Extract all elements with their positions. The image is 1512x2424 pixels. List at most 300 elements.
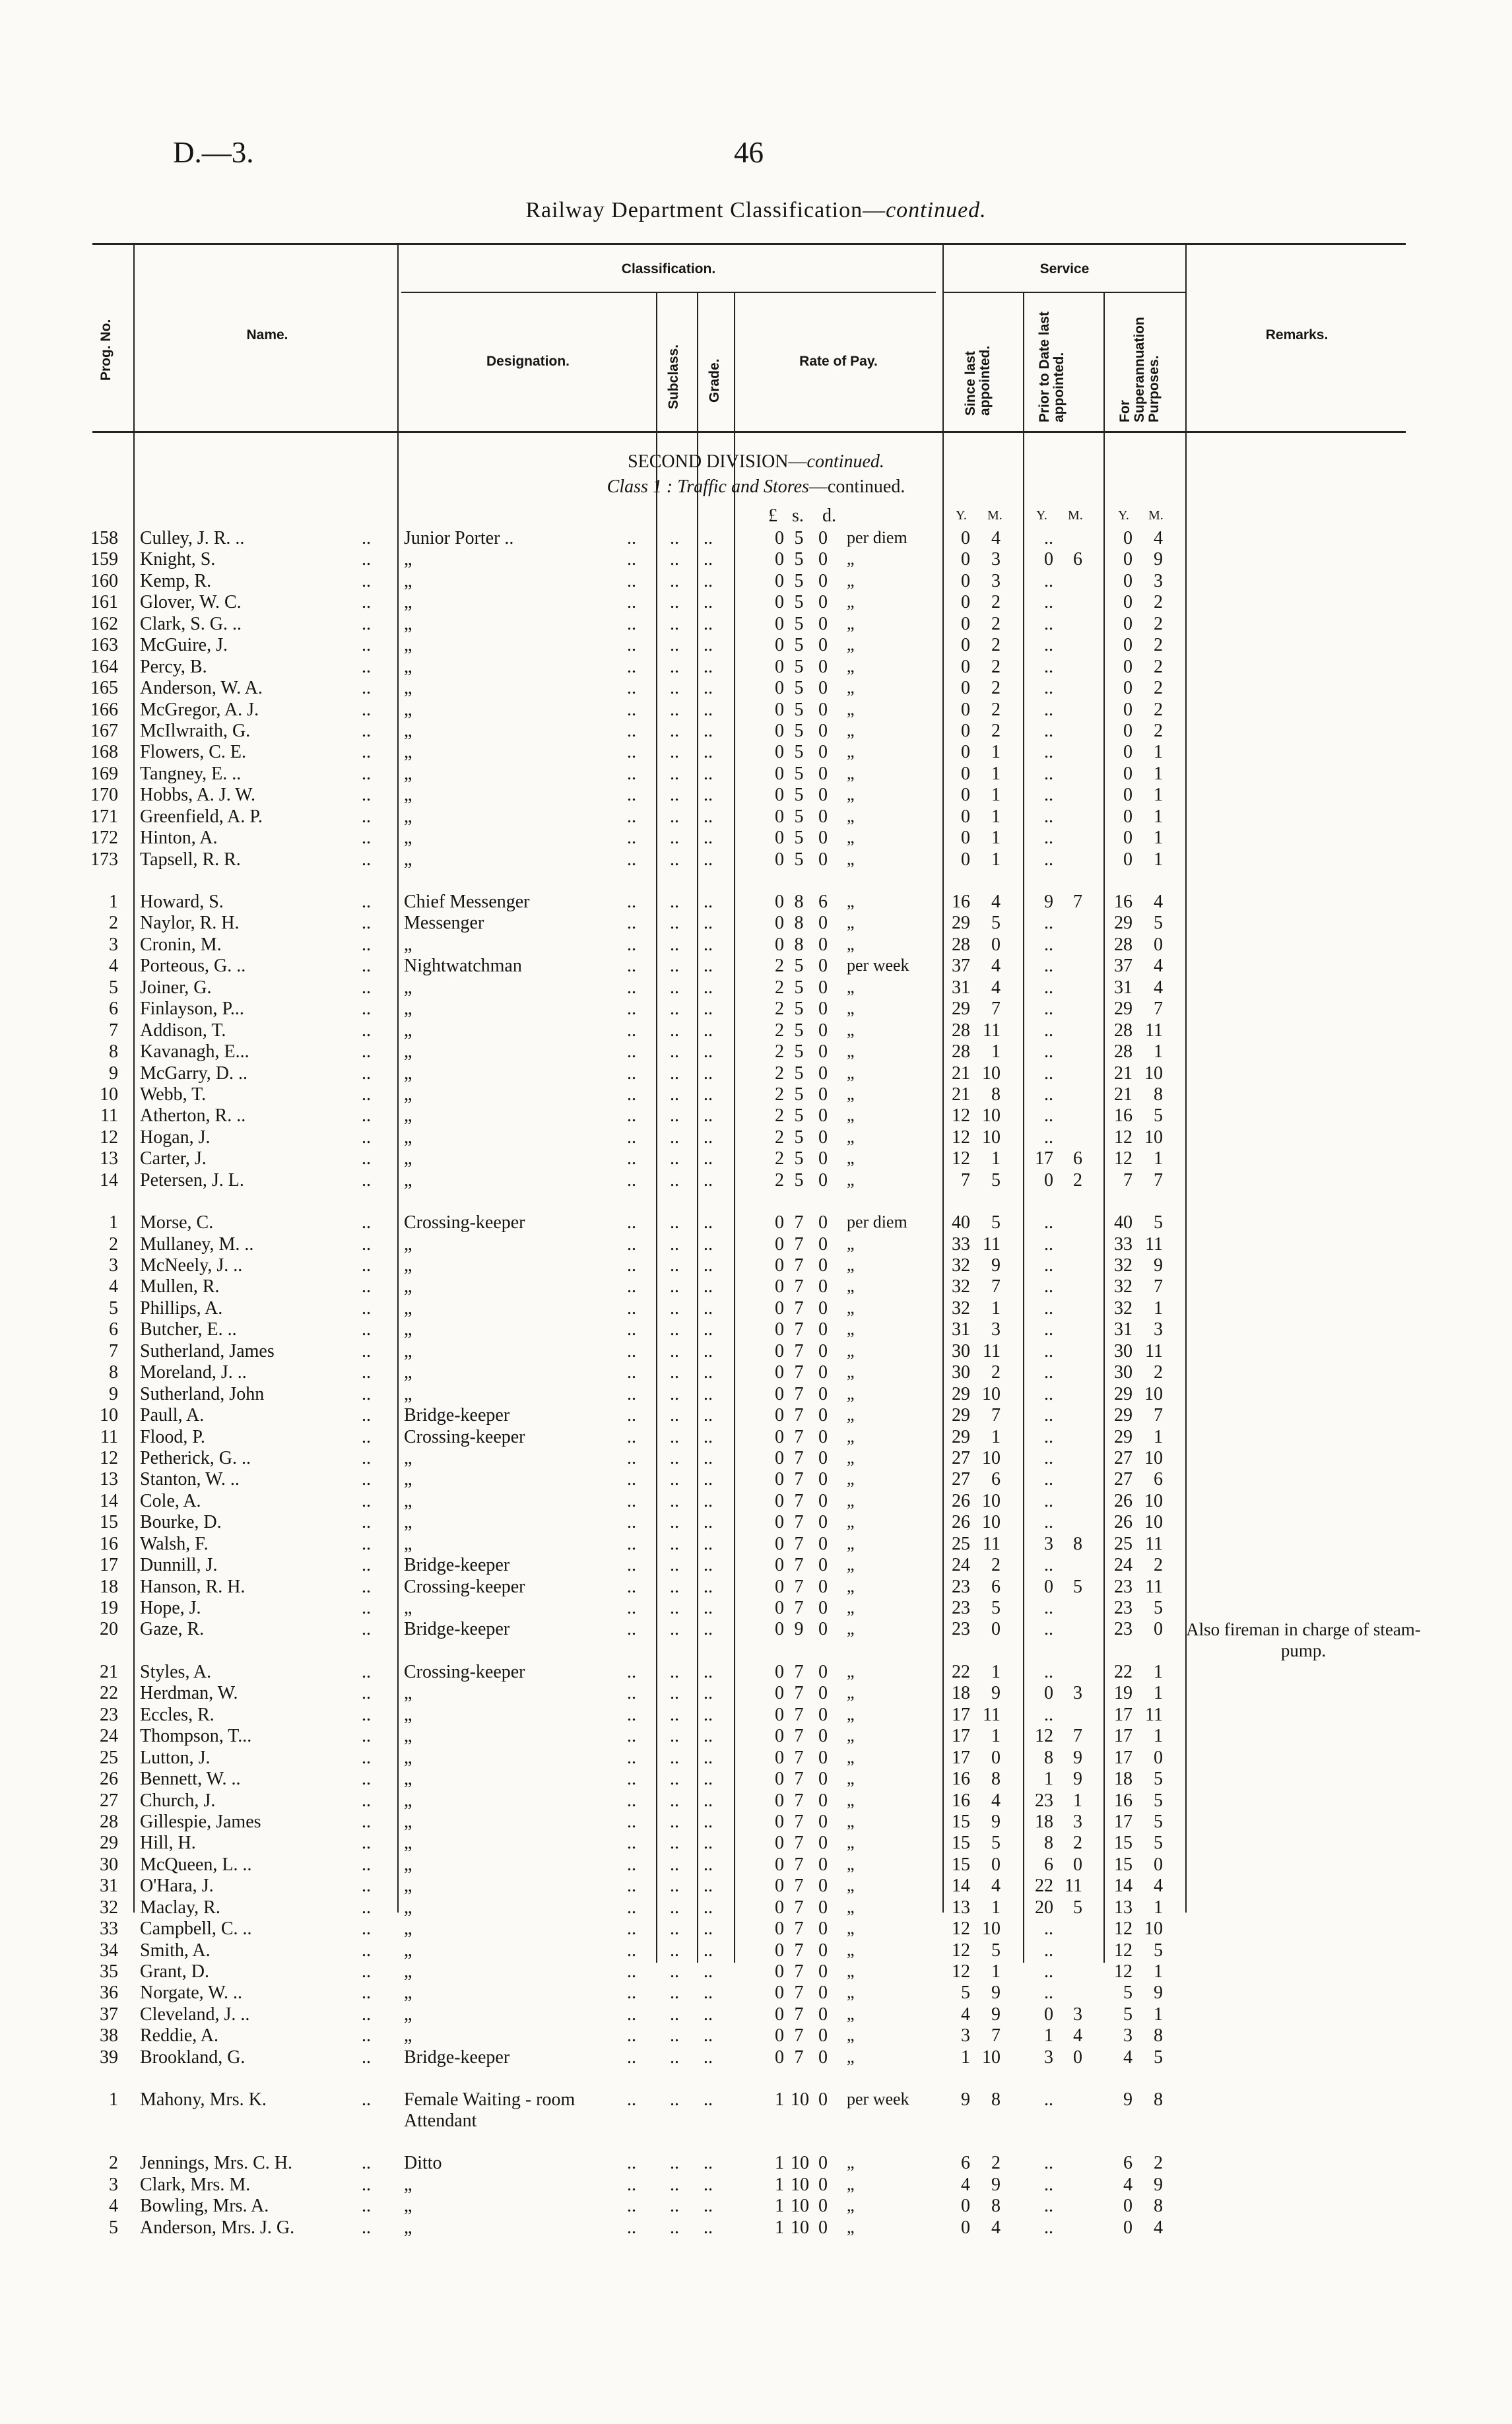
table-row <box>0 1683 1512 1704</box>
cell-name: Addison, T. <box>140 1020 226 1041</box>
cell-pay-pence: 0 <box>818 763 828 784</box>
cell-super-months: 11 <box>1145 1233 1163 1255</box>
leader-dots: .. <box>627 742 636 763</box>
cell-pay-shillings: 7 <box>794 1469 804 1490</box>
cell-pay-pounds: 1 <box>775 2089 784 2111</box>
cell-super-months: 5 <box>1154 2047 1163 2068</box>
cell-prior-years: 0 <box>1044 1576 1053 1597</box>
cell-pay-pence: 0 <box>818 613 828 634</box>
cell-designation: „ <box>404 1169 412 1191</box>
cell-pay-pounds: 0 <box>775 1490 784 1511</box>
cell-designation: „ <box>404 1811 412 1832</box>
leader-dots: .. <box>627 1747 636 1768</box>
table-row <box>0 1234 1512 1255</box>
cell-prog-no: 162 <box>90 613 118 634</box>
cell-pay-pounds: 0 <box>775 1405 784 1426</box>
group-gap <box>0 870 1512 892</box>
cell-name: Webb, T. <box>140 1084 207 1105</box>
leader-dots: .. <box>627 849 636 870</box>
cell-prior-months: 5 <box>1073 1576 1082 1597</box>
cell-prog-no: 32 <box>100 1897 118 1918</box>
cell-super-years: 0 <box>1123 806 1133 827</box>
cell-pay-shillings: 5 <box>794 1169 804 1191</box>
cell-designation: „ <box>404 763 412 784</box>
leader-dots: .. <box>670 1340 679 1361</box>
leader-dots: .. <box>362 1897 371 1918</box>
cell-name: Howard, S. <box>140 892 224 912</box>
cell-super-months: 2 <box>1154 592 1163 613</box>
leader-dots: .. <box>670 1020 679 1041</box>
cell-pay-pounds: 0 <box>775 913 784 934</box>
header-rate-of-pay: Rate of Pay. <box>799 354 878 369</box>
cell-pay-shillings: 5 <box>794 592 804 613</box>
cell-pay-pence: 0 <box>818 1041 828 1063</box>
leader-dots: .. <box>627 1148 636 1169</box>
cell-designation: „ <box>404 1255 412 1276</box>
cell-since-years: 23 <box>952 1619 970 1640</box>
cell-pay-pence: 0 <box>818 742 828 763</box>
cell-since-months: 2 <box>991 678 1001 699</box>
cell-pay-pence: 0 <box>818 1426 828 1447</box>
cell-super-years: 0 <box>1123 592 1133 613</box>
cell-prior-years: 8 <box>1044 1833 1053 1854</box>
cell-name: Flood, P. <box>140 1426 205 1447</box>
cell-since-months: 9 <box>991 1982 1001 2004</box>
cell-super-months: 7 <box>1154 1169 1163 1191</box>
cell-name: Kemp, R. <box>140 570 212 591</box>
cell-since-years: 0 <box>961 528 970 548</box>
leader-dots: .. <box>627 892 636 912</box>
leader-dots: .. <box>670 1555 679 1576</box>
leader-dots: .. <box>627 1619 636 1640</box>
leader-dots: .. <box>362 1790 371 1811</box>
cell-pay-unit: „ <box>847 1598 855 1617</box>
leader-dots: .. <box>670 1127 679 1148</box>
cell-super-months: 5 <box>1154 1833 1163 1854</box>
leader-dots: .. <box>627 2174 636 2195</box>
cell-super-years: 29 <box>1114 999 1133 1020</box>
cell-pay-pence: 0 <box>818 1447 828 1468</box>
cell-pay-unit: „ <box>847 635 855 655</box>
cell-pay-unit: „ <box>847 549 855 569</box>
cell-since-years: 4 <box>961 2004 970 2025</box>
cell-since-years: 14 <box>952 1876 970 1897</box>
cell-pay-unit: „ <box>847 1426 855 1446</box>
cell-super-months: 2 <box>1154 635 1163 656</box>
cell-prior-years: .. <box>1044 849 1053 870</box>
cell-pay-unit: „ <box>847 2153 855 2173</box>
cell-pay-shillings: 5 <box>794 806 804 827</box>
cell-pay-shillings: 7 <box>794 1319 804 1340</box>
leader-dots: .. <box>670 1383 679 1404</box>
cell-super-months: 11 <box>1145 1020 1163 1041</box>
cell-since-years: 9 <box>961 2089 970 2111</box>
table-row <box>0 1170 1512 1191</box>
leader-dots: .. <box>362 828 371 849</box>
cell-pay-pence: 0 <box>818 1769 828 1790</box>
cell-pay-pence: 0 <box>818 528 828 548</box>
cell-since-years: 16 <box>952 1769 970 1790</box>
cell-prog-no: 5 <box>109 1297 118 1319</box>
cell-since-months: 2 <box>991 2153 1001 2174</box>
cell-super-months: 8 <box>1154 2025 1163 2047</box>
cell-pay-shillings: 7 <box>794 1811 804 1832</box>
cell-name: Hogan, J. <box>140 1127 211 1148</box>
cell-super-months: 10 <box>1144 1490 1163 1511</box>
table-row <box>0 1255 1512 1276</box>
cell-pay-pence: 0 <box>818 2025 828 2047</box>
header-prior-to-date: Prior to Date last appointed. <box>1037 311 1067 422</box>
header-subclass: Subclass. <box>666 344 681 409</box>
cell-super-years: 23 <box>1114 1576 1133 1597</box>
cell-designation: „ <box>404 1769 412 1790</box>
cell-pay-pence: 0 <box>818 1555 828 1576</box>
cell-pay-shillings: 7 <box>794 1961 804 1982</box>
leader-dots: .. <box>362 1619 371 1640</box>
cell-prog-no: 2 <box>109 2153 118 2174</box>
cell-name: Gillespie, James <box>140 1811 261 1832</box>
leader-dots: .. <box>362 1084 371 1105</box>
cell-since-years: 18 <box>952 1683 970 1704</box>
unit-pound: £ <box>768 506 777 526</box>
cell-pay-shillings: 7 <box>794 2004 804 2025</box>
cell-prior-years: .. <box>1044 1319 1053 1340</box>
cell-designation: „ <box>404 1790 412 1811</box>
table-row <box>0 1555 1512 1576</box>
cell-since-years: 0 <box>961 678 970 699</box>
cell-designation: „ <box>404 1704 412 1725</box>
cell-pay-shillings: 7 <box>794 1790 804 1811</box>
cell-prior-months: 3 <box>1073 1811 1082 1832</box>
leader-dots: .. <box>670 2025 679 2047</box>
cell-pay-unit: „ <box>847 934 855 954</box>
leader-dots: .. <box>362 1297 371 1319</box>
leader-dots: .. <box>362 1769 371 1790</box>
leader-dots: .. <box>627 528 636 548</box>
cell-prog-no: 19 <box>100 1598 118 1618</box>
cell-prior-years: .. <box>1044 806 1053 827</box>
cell-since-months: 7 <box>991 1276 1001 1297</box>
leader-dots: .. <box>627 2004 636 2025</box>
leader-dots: .. <box>704 528 713 548</box>
cell-name: Walsh, F. <box>140 1533 209 1554</box>
cell-super-months: 2 <box>1154 2153 1163 2174</box>
cell-super-months: 9 <box>1154 1255 1163 1276</box>
cell-pay-unit: „ <box>847 1127 855 1146</box>
cell-since-months: 8 <box>991 2196 1001 2217</box>
leader-dots: .. <box>670 1982 679 2004</box>
cell-pay-unit: „ <box>847 1790 855 1810</box>
cell-pay-shillings: 9 <box>794 1619 804 1640</box>
leader-dots: .. <box>670 1233 679 1255</box>
cell-pay-pence: 0 <box>818 956 828 977</box>
cell-pay-unit: „ <box>847 1619 855 1639</box>
cell-super-months: 11 <box>1145 1704 1163 1725</box>
cell-pay-shillings: 7 <box>794 2025 804 2047</box>
cell-prior-years: 22 <box>1035 1876 1053 1897</box>
leader-dots: .. <box>670 1469 679 1490</box>
cell-pay-shillings: 5 <box>794 742 804 763</box>
cell-pay-unit: per week <box>847 956 909 975</box>
cell-pay-pounds: 0 <box>775 742 784 763</box>
cell-pay-pounds: 0 <box>775 613 784 634</box>
cell-pay-shillings: 5 <box>794 849 804 870</box>
cell-super-months: 1 <box>1154 1961 1163 1982</box>
cell-pay-pence: 0 <box>818 1340 828 1361</box>
cell-since-months: 10 <box>982 2047 1001 2068</box>
cell-pay-shillings: 5 <box>794 1105 804 1127</box>
leader-dots: .. <box>670 720 679 741</box>
leader-dots: .. <box>627 1383 636 1404</box>
leader-dots: .. <box>362 1148 371 1169</box>
cell-since-months: 5 <box>991 1598 1001 1618</box>
cell-prior-months: 7 <box>1073 892 1082 912</box>
cell-designation: „ <box>404 828 412 849</box>
cell-super-months: 1 <box>1154 828 1163 849</box>
cell-pay-pounds: 0 <box>775 1726 784 1747</box>
leader-dots: .. <box>670 849 679 870</box>
cell-since-months: 4 <box>991 1876 1001 1897</box>
cell-super-years: 0 <box>1123 635 1133 656</box>
cell-super-months: 6 <box>1154 1469 1163 1490</box>
leader-dots: .. <box>362 956 371 977</box>
cell-super-years: 0 <box>1123 699 1133 720</box>
cell-designation: „ <box>404 1854 412 1875</box>
cell-pay-pence: 0 <box>818 1319 828 1340</box>
leader-dots: .. <box>627 1555 636 1576</box>
leader-dots: .. <box>627 1469 636 1490</box>
cell-super-years: 22 <box>1114 1661 1133 1682</box>
table-row <box>0 2153 1512 2174</box>
cell-pay-shillings: 5 <box>794 785 804 806</box>
cell-pay-pounds: 0 <box>775 1961 784 1982</box>
cell-since-months: 8 <box>991 1084 1001 1105</box>
leader-dots: .. <box>362 1383 371 1404</box>
cell-name: Gaze, R. <box>140 1619 205 1640</box>
cell-super-years: 0 <box>1123 528 1133 548</box>
cell-pay-pence: 0 <box>818 1833 828 1854</box>
leader-dots: .. <box>704 592 713 613</box>
cell-super-years: 29 <box>1114 1405 1133 1426</box>
cell-designation: „ <box>404 720 412 741</box>
cell-since-months: 10 <box>982 1918 1001 1940</box>
cell-pay-pence: 0 <box>818 656 828 677</box>
cell-pay-pence: 0 <box>818 1897 828 1918</box>
cell-pay-unit: „ <box>847 1020 855 1039</box>
table-row <box>0 977 1512 999</box>
cell-super-years: 21 <box>1114 1063 1133 1084</box>
cell-since-months: 0 <box>991 934 1001 955</box>
cell-pay-unit: „ <box>847 592 855 612</box>
cell-name: O'Hara, J. <box>140 1876 214 1897</box>
leader-dots: .. <box>670 1063 679 1084</box>
cell-prior-years: .. <box>1044 1340 1053 1361</box>
leader-dots: .. <box>670 1897 679 1918</box>
leader-dots: .. <box>627 977 636 998</box>
cell-super-months: 11 <box>1145 1576 1163 1597</box>
leader-dots: .. <box>704 1255 713 1276</box>
cell-name: Smith, A. <box>140 1940 211 1961</box>
leader-dots: .. <box>362 806 371 827</box>
cell-designation: „ <box>404 570 412 591</box>
unit-y-super: Y. <box>1118 508 1129 523</box>
cell-super-years: 16 <box>1114 1790 1133 1811</box>
leader-dots: .. <box>627 549 636 570</box>
cell-super-months: 3 <box>1154 570 1163 591</box>
cell-since-years: 31 <box>952 1319 970 1340</box>
leader-dots: .. <box>362 656 371 677</box>
leader-dots: .. <box>627 635 636 656</box>
cell-pay-pounds: 2 <box>775 956 784 977</box>
leader-dots: .. <box>627 956 636 977</box>
cell-name: Clark, S. G. .. <box>140 613 242 634</box>
cell-pay-pence: 0 <box>818 785 828 806</box>
cell-name: Dunnill, J. <box>140 1555 218 1576</box>
cell-super-years: 6 <box>1123 2153 1133 2174</box>
cell-prior-years: .. <box>1044 1469 1053 1490</box>
cell-name: Atherton, R. .. <box>140 1105 246 1127</box>
cell-prior-years: 0 <box>1044 1169 1053 1191</box>
cell-pay-pounds: 2 <box>775 999 784 1020</box>
leader-dots: .. <box>362 1512 371 1533</box>
cell-prog-no: 14 <box>100 1169 118 1191</box>
cell-prog-no: 171 <box>90 806 118 827</box>
leader-dots: .. <box>362 1340 371 1361</box>
cell-pay-pounds: 0 <box>775 635 784 656</box>
cell-pay-pence: 0 <box>818 678 828 699</box>
cell-prior-years: 6 <box>1044 1854 1053 1875</box>
cell-since-years: 17 <box>952 1726 970 1747</box>
cell-name: Church, J. <box>140 1790 216 1811</box>
cell-pay-unit: „ <box>847 1319 855 1339</box>
leader-dots: .. <box>704 1233 713 1255</box>
cell-prior-years: .. <box>1044 1961 1053 1982</box>
cell-prog-no: 168 <box>90 742 118 763</box>
leader-dots: .. <box>670 1490 679 1511</box>
cell-pay-pence: 0 <box>818 2004 828 2025</box>
cell-pay-pounds: 2 <box>775 1020 784 1041</box>
cell-name: Anderson, W. A. <box>140 678 263 699</box>
cell-name: Stanton, W. .. <box>140 1469 240 1490</box>
cell-prior-years: .. <box>1044 999 1053 1020</box>
cell-since-years: 5 <box>961 1982 970 2004</box>
leader-dots: .. <box>704 1619 713 1640</box>
cell-super-months: 0 <box>1154 1854 1163 1875</box>
cell-designation: „ <box>404 1683 412 1704</box>
cell-pay-pounds: 2 <box>775 977 784 998</box>
cell-prior-years: .. <box>1044 1127 1053 1148</box>
leader-dots: .. <box>362 1982 371 2004</box>
cell-prog-no: 10 <box>100 1405 118 1426</box>
leader-dots: .. <box>627 1105 636 1127</box>
leader-dots: .. <box>704 1982 713 2004</box>
section-title-cont: continued. <box>806 451 884 472</box>
table-row <box>0 592 1512 613</box>
cell-prog-no: 163 <box>90 635 118 656</box>
cell-prog-no: 164 <box>90 656 118 677</box>
cell-designation: „ <box>404 785 412 806</box>
leader-dots: .. <box>704 1598 713 1618</box>
cell-prior-months: 0 <box>1073 2047 1082 2068</box>
cell-designation: „ <box>404 1833 412 1854</box>
cell-prog-no: 25 <box>100 1747 118 1768</box>
cell-prior-years: .. <box>1044 742 1053 763</box>
cell-prior-years: 9 <box>1044 892 1053 912</box>
cell-since-years: 0 <box>961 635 970 656</box>
cell-name: Finlayson, P... <box>140 999 244 1020</box>
cell-super-months: 0 <box>1154 1619 1163 1640</box>
cell-pay-pence: 0 <box>818 592 828 613</box>
leader-dots: .. <box>670 806 679 827</box>
cell-name: Reddie, A. <box>140 2025 218 2047</box>
cell-since-years: 28 <box>952 1020 970 1041</box>
leader-dots: .. <box>670 1426 679 1447</box>
cell-pay-pounds: 1 <box>775 2217 784 2238</box>
cell-super-months: 4 <box>1154 2217 1163 2238</box>
leader-dots: .. <box>670 2004 679 2025</box>
cell-super-months: 1 <box>1154 785 1163 806</box>
cell-prog-no: 158 <box>90 528 118 548</box>
leader-dots: .. <box>670 1683 679 1704</box>
cell-prog-no: 9 <box>109 1383 118 1404</box>
cell-pay-pence: 0 <box>818 720 828 741</box>
cell-name: Lutton, J. <box>140 1747 211 1768</box>
cell-pay-unit: „ <box>847 1747 855 1767</box>
cell-name: McGuire, J. <box>140 635 228 656</box>
leader-dots: .. <box>704 2153 713 2174</box>
cell-designation: „ <box>404 1084 412 1105</box>
table-row <box>0 1319 1512 1340</box>
class-title <box>0 476 1512 498</box>
cell-pay-shillings: 8 <box>794 934 804 955</box>
header-name: Name. <box>246 327 288 343</box>
cell-prior-years: 3 <box>1044 1533 1053 1554</box>
cell-pay-pounds: 0 <box>775 1555 784 1576</box>
leader-dots: .. <box>704 2004 713 2025</box>
cell-super-years: 21 <box>1114 1084 1133 1105</box>
cell-super-months: 1 <box>1154 1661 1163 1682</box>
table-row <box>0 1619 1512 1661</box>
cell-super-months: 5 <box>1154 1811 1163 1832</box>
cell-since-years: 29 <box>952 1405 970 1426</box>
cell-super-years: 0 <box>1123 849 1133 870</box>
cell-since-months: 9 <box>991 1811 1001 1832</box>
cell-super-years: 28 <box>1114 1020 1133 1041</box>
cell-name: McGarry, D. .. <box>140 1063 248 1084</box>
cell-pay-pence: 0 <box>818 1704 828 1725</box>
cell-prog-no: 23 <box>100 1704 118 1725</box>
cell-since-months: 11 <box>983 1533 1001 1554</box>
cell-super-months: 9 <box>1154 1982 1163 2004</box>
cell-prog-no: 5 <box>109 2217 118 2238</box>
cell-prior-years: .. <box>1044 1661 1053 1682</box>
cell-prog-no: 12 <box>100 1127 118 1148</box>
cell-name: Petherick, G. .. <box>140 1447 251 1468</box>
table-row <box>0 2004 1512 2025</box>
cell-pay-shillings: 8 <box>794 913 804 934</box>
table-row <box>0 785 1512 806</box>
cell-name: Bowling, Mrs. A. <box>140 2196 269 2217</box>
cell-designation: „ <box>404 699 412 720</box>
leader-dots: .. <box>627 1405 636 1426</box>
cell-since-months: 1 <box>991 1961 1001 1982</box>
cell-prog-no: 4 <box>109 2196 118 2217</box>
cell-pay-unit: „ <box>847 999 855 1018</box>
cell-prior-years: 0 <box>1044 2004 1053 2025</box>
cell-prog-no: 6 <box>109 999 118 1020</box>
group-gap <box>0 2068 1512 2089</box>
leader-dots: .. <box>362 785 371 806</box>
